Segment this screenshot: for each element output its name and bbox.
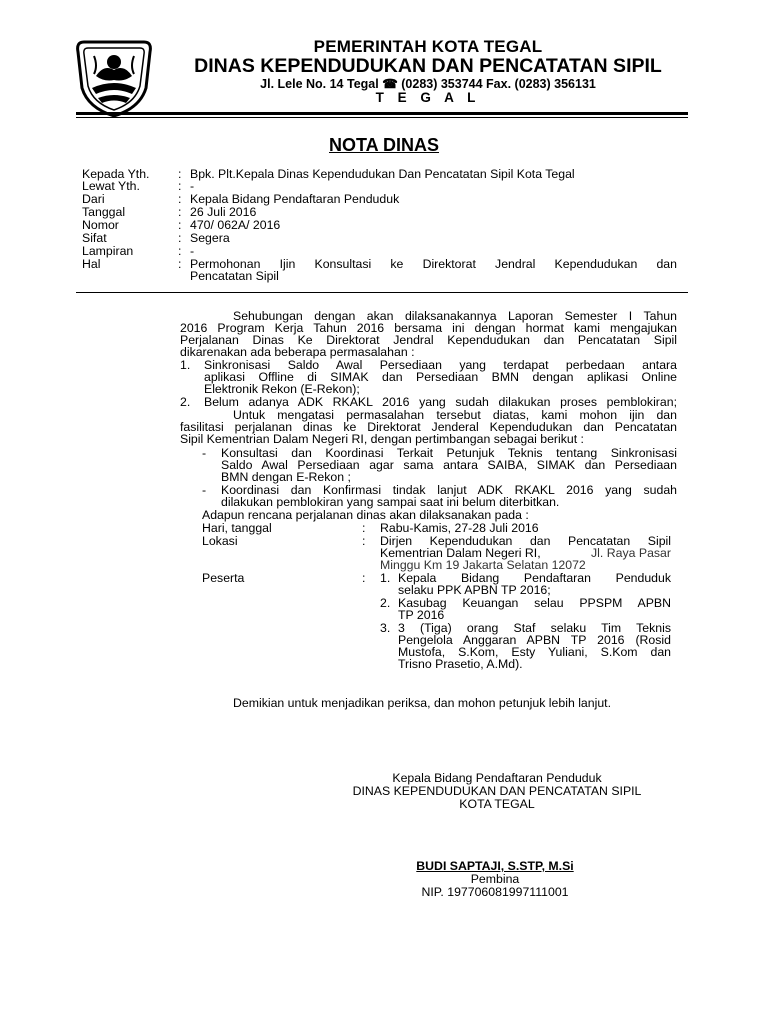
peserta-label: Peserta bbox=[202, 571, 245, 585]
colon: : bbox=[362, 534, 366, 548]
dari-label: Dari bbox=[82, 192, 105, 206]
sifat-value: Segera bbox=[190, 231, 230, 245]
meta-divider bbox=[76, 292, 688, 293]
lokasi-line: Minggu Km 19 Jakarta Selatan 12072 bbox=[380, 558, 586, 572]
paragraph-line: 2016 Program Kerja Tahun 2016 bersama ini dengan hormat kami mengajukan bbox=[180, 321, 677, 335]
list-number: 1. bbox=[180, 358, 191, 372]
participant-line: Kasubag Keuangan selau PPSPM APBN bbox=[398, 596, 671, 610]
participant-line: TP 2016 bbox=[398, 608, 445, 622]
list-item-line: Sinkronisasi Saldo Awal Persediaan yang terdapat perbedaan antara bbox=[204, 358, 677, 372]
document-title: NOTA DINAS bbox=[329, 135, 439, 155]
address-street: Jl. Lele No. 14 Tegal bbox=[260, 77, 379, 91]
dash-bullet: - bbox=[202, 483, 207, 497]
dash-item-line: BMN dengan E-Rekon ; bbox=[221, 470, 351, 484]
colon: : bbox=[362, 521, 366, 535]
closing-sentence: Demikian untuk menjadikan periksa, dan mohon petunjuk lebih lanjut. bbox=[233, 696, 612, 710]
paragraph-line: Perjalanan Dinas Ke Direktorat Jendral Kependudukan dan Pencatatan Sipil bbox=[180, 333, 677, 347]
colon: : bbox=[178, 244, 182, 258]
paragraph-line: dikarenakan ada beberapa permasalahan : bbox=[180, 345, 415, 359]
dari-value: Kepala Bidang Pendaftaran Penduduk bbox=[190, 192, 400, 206]
colon: : bbox=[178, 167, 182, 181]
lampiran-label: Lampiran bbox=[82, 244, 134, 258]
signer-position: Kepala Bidang Pendaftaran Penduduk bbox=[392, 771, 602, 785]
lokasi-street: Jl. Raya Pasar bbox=[591, 546, 671, 560]
lokasi-ministry: Kementrian Dalam Negeri RI, bbox=[380, 546, 541, 560]
list-number: 2. bbox=[180, 395, 191, 409]
sifat-label: Sifat bbox=[82, 231, 107, 245]
hari-value: Rabu-Kamis, 27-28 Juli 2016 bbox=[380, 521, 539, 535]
kepada-value: Bpk. Plt.Kepala Dinas Kependudukan Dan Pencatatan Sipil Kota Tegal bbox=[190, 167, 575, 181]
tanggal-value: 26 Juli 2016 bbox=[190, 205, 257, 219]
hal-value-line2: Pencatatan Sipil bbox=[190, 269, 279, 283]
lampiran-value: - bbox=[190, 244, 195, 258]
header-rule-thin bbox=[76, 117, 688, 118]
kepada-label: Kepada Yth. bbox=[82, 167, 150, 181]
paragraph-line: fasilitasi perjalanan dinas ke Direktorat Jenderal Kependudukan dan Pencatatan bbox=[180, 420, 677, 434]
header-government: PEMERINTAH KOTA TEGAL bbox=[313, 37, 543, 56]
participant-number: 2. bbox=[380, 596, 391, 610]
participant-number: 1. bbox=[380, 571, 391, 585]
schedule-intro: Adapun rencana perjalanan dinas akan dilaksanakan pada : bbox=[202, 508, 529, 522]
colon: : bbox=[178, 192, 182, 206]
lewat-label: Lewat Yth. bbox=[82, 179, 140, 193]
participant-line: Trisno Prasetio, A.Md). bbox=[398, 657, 523, 671]
header-address bbox=[0, 76, 768, 91]
participant-line: 3 (Tiga) orang Staf selaku Tim Teknis bbox=[398, 621, 671, 635]
paragraph-line: Sehubungan dengan akan dilaksanakannya Laporan Semester I Tahun bbox=[233, 309, 677, 323]
signer-agency: DINAS KEPENDUDUKAN DAN PENCATATAN SIPIL bbox=[352, 784, 642, 798]
dash-bullet: - bbox=[202, 446, 207, 460]
list-item-line: Belum adanya ADK RKAKL 2016 yang sudah dilakukan proses pemblokiran; bbox=[204, 395, 677, 409]
colon: : bbox=[178, 231, 182, 245]
colon: : bbox=[178, 205, 182, 219]
signer-name: BUDI SAPTAJI, S.STP, M.Si bbox=[416, 859, 574, 873]
colon: : bbox=[178, 218, 182, 232]
participant-line: Kepala Bidang Pendaftaran Penduduk bbox=[398, 571, 671, 585]
participant-number: 3. bbox=[380, 621, 391, 635]
paragraph-line: Untuk mengatasi permasalahan tersebut diatas, kami mohon ijin dan bbox=[233, 408, 677, 422]
signer-city: KOTA TEGAL bbox=[459, 797, 535, 811]
participant-line: selaku PPK APBN TP 2016; bbox=[398, 583, 551, 597]
dash-item-line: Koordinasi dan Konfirmasi tindak lanjut ADK RKAKL 2016 yang sudah bbox=[221, 483, 677, 497]
lokasi-label: Lokasi bbox=[202, 534, 238, 548]
phone-icon: ☎ bbox=[382, 77, 398, 91]
colon: : bbox=[178, 257, 182, 271]
hal-value-line1: Permohonan Ijin Konsultasi ke Direktorat Jendral Kependudukan dan bbox=[190, 257, 677, 271]
header-city: T E G A L bbox=[375, 90, 481, 105]
nomor-label: Nomor bbox=[82, 218, 119, 232]
hal-label: Hal bbox=[82, 257, 101, 271]
tanggal-label: Tanggal bbox=[82, 205, 126, 219]
address-phone-fax: (0283) 353744 Fax. (0283) 356131 bbox=[401, 77, 596, 91]
dash-item-line: Konsultasi dan Koordinasi Terkait Petunjuk Teknis tentang Sinkronisasi bbox=[221, 446, 677, 460]
colon: : bbox=[362, 571, 366, 585]
list-item-line: aplikasi Offline di SIMAK dan Persediaan BMN dengan aplikasi Online bbox=[204, 370, 677, 384]
header-agency: DINAS KEPENDUDUKAN DAN PENCATATAN SIPIL bbox=[194, 55, 662, 77]
list-item-line: Elektronik Rekon (E-Rekon); bbox=[204, 382, 360, 396]
participant-line: Pengelola Anggaran APBN TP 2016 (Rosid bbox=[398, 633, 671, 647]
nomor-value: 470/ 062A/ 2016 bbox=[190, 218, 281, 232]
dash-item-line: Saldo Awal Persediaan agar sama antara SAIBA, SIMAK dan Persediaan bbox=[221, 458, 677, 472]
colon: : bbox=[178, 179, 182, 193]
participant-line: Mustofa, S.Kom, Esty Yuliani, S.Kom dan bbox=[398, 645, 671, 659]
signer-rank: Pembina bbox=[470, 872, 520, 886]
header-rule-thick bbox=[76, 112, 688, 115]
lokasi-line: Dirjen Kependudukan dan Pencatatan Sipil bbox=[380, 534, 671, 548]
paragraph-line: Sipil Kementrian Dalam Negeri RI, dengan pertimbangan sebagai berikut : bbox=[180, 432, 584, 446]
hari-label: Hari, tanggal bbox=[202, 521, 272, 535]
signer-nip: NIP. 197706081997111001 bbox=[421, 885, 569, 899]
lewat-value: - bbox=[190, 179, 195, 193]
dash-item-line: dilakukan pemblokiran yang sampai saat ini belum diterbitkan. bbox=[221, 495, 560, 509]
